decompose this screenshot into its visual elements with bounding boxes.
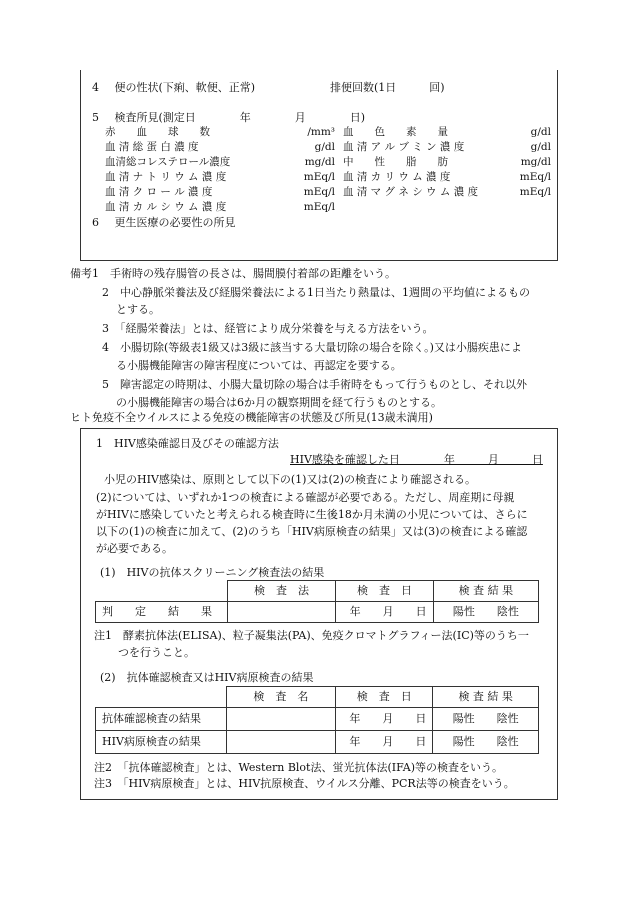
table-header-row bbox=[96, 581, 539, 602]
lab-unit: g/dl bbox=[530, 126, 551, 138]
remark-3: 3 「経腸栄養法」とは、経管により成分栄養を与える方法をいう。 bbox=[102, 322, 434, 335]
lab-name: 赤 血 球 数 bbox=[105, 126, 210, 138]
name-cell[interactable] bbox=[226, 731, 335, 754]
remark-4: 4 小腸切除(等級表1級又は3級に該当する大量切除の場合を除く。)又は小腸疾患によ bbox=[102, 341, 522, 354]
row-label: HIV病原検査の結果 bbox=[96, 731, 227, 754]
table-row bbox=[96, 602, 539, 623]
rehab-necessity-label: 更生医療の必要性の所見 bbox=[114, 216, 236, 229]
remark-2-cont: とする。 bbox=[116, 303, 160, 316]
lab-unit: g/dl bbox=[314, 141, 335, 153]
item-4 bbox=[92, 80, 255, 96]
item-number: 4 bbox=[92, 81, 99, 94]
lab-row bbox=[105, 185, 555, 200]
bowel-count-label: 排便回数(1日 回) bbox=[330, 81, 445, 94]
remark-5-cont: の小腸機能障害の場合は6か月の観察期間を経て行うものとする。 bbox=[116, 396, 442, 409]
lab-unit: mEq/l bbox=[519, 186, 551, 198]
item-number: 5 bbox=[92, 111, 99, 124]
hiv-paragraph-2: (2)については、いずれか1つの検査による確認が必要である。ただし、周産期に母親 bbox=[96, 491, 515, 504]
lab-row bbox=[105, 125, 555, 140]
row-label: 判 定 結 果 bbox=[96, 602, 228, 623]
item-5 bbox=[92, 110, 365, 126]
lab-name: 血清総コレステロール濃度 bbox=[105, 156, 231, 168]
table1-title: (1) HIVの抗体スクリーニング検査法の結果 bbox=[100, 566, 325, 579]
lab-name: 血 清 ア ル ブ ミ ン 濃 度 bbox=[343, 141, 465, 153]
result-cell[interactable]: 陽性 陰性 bbox=[433, 731, 539, 754]
lab-name: 血 清 カ ル シ ウ ム 濃 度 bbox=[105, 201, 227, 213]
table-header-row bbox=[96, 687, 539, 708]
lab-row bbox=[105, 140, 555, 155]
remark-5: 5 障害認定の時期は、小腸大量切除の場合は手術時をもって行うものとし、それ以外 bbox=[102, 378, 527, 391]
note-2: 注2 「抗体確認検査」とは、Western Blot法、蛍光抗体法(IFA)等の検査をいう。 bbox=[94, 761, 504, 774]
remark-2: 2 中心静脈栄養法及び経腸栄養法による1日当たり熱量は、1週間の平均値によるもの bbox=[102, 286, 530, 299]
lab-name: 血 清 カ リ ウ ム 濃 度 bbox=[343, 171, 451, 183]
confirm-result-table bbox=[95, 686, 539, 754]
table-header: 検 査 名 bbox=[226, 687, 335, 708]
lab-unit: g/dl bbox=[530, 141, 551, 153]
stool-property-label: 便の性状(下痢、軟便、正常) bbox=[114, 81, 256, 94]
screening-result-table bbox=[95, 580, 539, 623]
table-header: 検 査 結 果 bbox=[433, 687, 539, 708]
name-cell[interactable] bbox=[226, 708, 335, 731]
note-3: 注3 「HIV病原検査」とは、HIV抗原検査、ウイルス分離、PCR法等の検査をいう。 bbox=[94, 777, 515, 790]
table-header: 検 査 日 bbox=[336, 687, 433, 708]
lab-unit: mEq/l bbox=[303, 201, 335, 213]
table-row bbox=[96, 708, 539, 731]
remark-1: 備考1 手術時の残存腸管の長さは、腸間膜付着部の距離をいう。 bbox=[70, 267, 396, 280]
date-cell[interactable]: 年 月 日 bbox=[336, 708, 433, 731]
table-header: 検 査 法 bbox=[227, 581, 336, 602]
lab-row bbox=[105, 170, 555, 185]
lab-row bbox=[105, 155, 555, 170]
remark-4-cont: る小腸機能障害の障害程度については、再認定を要する。 bbox=[116, 359, 402, 372]
hiv-paragraph-2-cont: がHIVに感染していたと考えられる検査時に生後18か月未満の小児については、さらに bbox=[96, 508, 528, 521]
table-header bbox=[96, 581, 228, 602]
item-number: 6 bbox=[92, 216, 99, 229]
row-label: 抗体確認検査の結果 bbox=[96, 708, 227, 731]
lab-name: 血 清 総 蛋 白 濃 度 bbox=[105, 141, 199, 153]
table-header: 検 査 結 果 bbox=[433, 581, 538, 602]
hiv-paragraph-2-cont: が必要である。 bbox=[96, 542, 173, 555]
hiv-paragraph-1: 小児のHIV感染は、原則として以下の(1)又は(2)の検査により確認される。 bbox=[104, 473, 477, 486]
lab-name: 血 清 マ グ ネ シ ウ ム 濃 度 bbox=[343, 186, 479, 198]
lab-unit: /mm³ bbox=[307, 126, 335, 138]
lab-unit: mEq/l bbox=[519, 171, 551, 183]
hiv-section-title: ヒト免疫不全ウイルスによる免疫の機能障害の状態及び所見(13歳未満用) bbox=[70, 411, 433, 424]
table-row bbox=[96, 731, 539, 754]
lab-name: 血 清 ク ロ ー ル 濃 度 bbox=[105, 186, 213, 198]
lab-values-list bbox=[105, 125, 555, 215]
lab-name: 中 性 脂 肪 bbox=[343, 156, 448, 168]
date-cell[interactable]: 年 月 日 bbox=[336, 731, 433, 754]
table-header: 検 査 日 bbox=[336, 581, 433, 602]
result-cell[interactable]: 陽性 陰性 bbox=[433, 602, 538, 623]
lab-unit: mEq/l bbox=[303, 186, 335, 198]
table-header bbox=[96, 687, 227, 708]
date-cell[interactable]: 年 月 日 bbox=[336, 602, 433, 623]
lab-unit: mg/dl bbox=[520, 156, 551, 168]
hiv-paragraph-2-cont: 以下の(1)の検査に加えて、(2)のうち「HIV病原検査の結果」又は(3)の検査による確認 bbox=[96, 525, 528, 538]
lab-name: 血 色 素 量 bbox=[343, 126, 448, 138]
result-cell[interactable]: 陽性 陰性 bbox=[433, 708, 539, 731]
method-cell[interactable] bbox=[227, 602, 336, 623]
lab-unit: mg/dl bbox=[304, 156, 335, 168]
note-1-cont: つを行うこと。 bbox=[118, 646, 195, 659]
hiv-s1-title: 1 HIV感染確認日及びその確認方法 bbox=[96, 437, 279, 450]
lab-unit: mEq/l bbox=[303, 171, 335, 183]
hiv-confirm-date: HIV感染を確認した日 年 月 日 bbox=[290, 453, 543, 466]
item-6 bbox=[92, 215, 236, 231]
table2-title: (2) 抗体確認検査又はHIV病原検査の結果 bbox=[100, 671, 314, 684]
lab-row bbox=[105, 200, 555, 215]
note-1: 注1 酵素抗体法(ELISA)、粒子凝集法(PA)、免疫クロマトグラフィー法(IC)等のうち一 bbox=[94, 629, 529, 642]
lab-name: 血 清 ナ ト リ ウ ム 濃 度 bbox=[105, 171, 227, 183]
exam-findings-label: 検査所見(測定日 年 月 日) bbox=[114, 111, 366, 124]
